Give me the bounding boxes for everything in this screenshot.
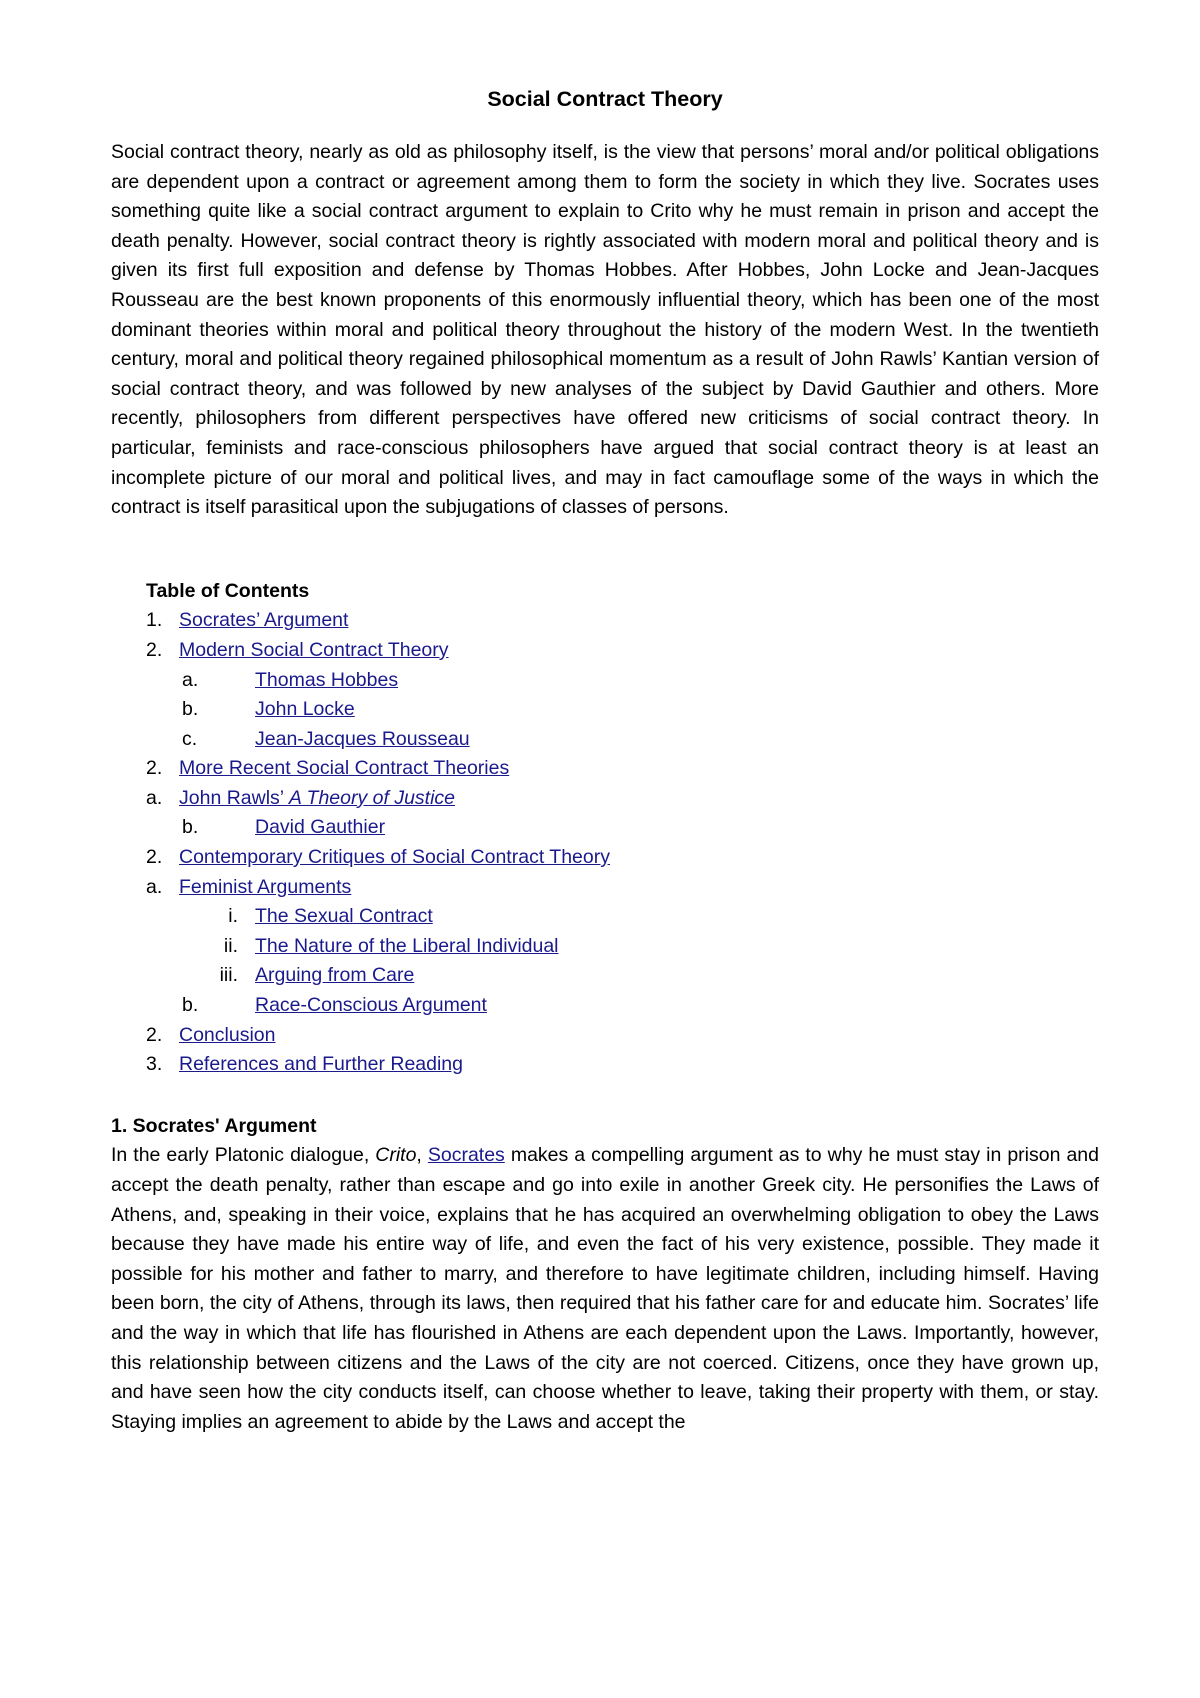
toc-item-link[interactable]	[179, 1050, 463, 1080]
toc-item	[146, 695, 1099, 725]
table-of-contents	[111, 577, 1099, 1080]
toc-item-link[interactable]	[255, 932, 559, 962]
toc-heading: Table of Contents	[146, 579, 310, 602]
toc-item-link[interactable]	[179, 636, 449, 666]
toc-item-label: The Sexual Contract	[255, 905, 433, 928]
toc-item-marker: b.	[182, 816, 199, 839]
toc-item-label: Socrates’ Argument	[179, 609, 349, 632]
toc-item	[146, 991, 1099, 1021]
toc-item-link[interactable]	[255, 961, 414, 991]
toc-item	[146, 784, 1099, 814]
toc-item	[146, 843, 1099, 873]
toc-item-marker: iii.	[219, 964, 238, 987]
toc-item-marker: a.	[146, 786, 163, 809]
toc-item-label: More Recent Social Contract Theories	[179, 757, 510, 780]
toc-item-marker: 2.	[146, 846, 163, 869]
toc-item-label: Modern Social Contract Theory	[179, 638, 449, 661]
toc-item	[146, 961, 1099, 991]
crito-title: Crito	[375, 1144, 417, 1167]
document-page	[111, 84, 1099, 1437]
toc-item	[146, 1021, 1099, 1051]
toc-item-label: Race-Conscious Argument	[255, 994, 487, 1017]
toc-item-label: John Rawls’	[179, 786, 289, 809]
toc-item-link[interactable]	[255, 666, 398, 696]
document-title: Social Contract Theory	[487, 87, 723, 111]
toc-item	[146, 813, 1099, 843]
toc-item-label: References and Further Reading	[179, 1053, 463, 1076]
section-comma: ,	[416, 1144, 428, 1167]
toc-item	[146, 932, 1099, 962]
toc-item	[146, 725, 1099, 755]
toc-item	[146, 606, 1099, 636]
toc-list	[146, 606, 1099, 1080]
toc-item-label: Arguing from Care	[255, 964, 415, 987]
toc-item-label: Feminist Arguments	[179, 875, 352, 898]
section-socrates-argument	[111, 1112, 1099, 1438]
toc-item-label: John Locke	[255, 698, 355, 721]
toc-item	[146, 1050, 1099, 1080]
toc-item-marker: b.	[182, 698, 199, 721]
toc-item-marker: b.	[182, 994, 199, 1017]
toc-item-link[interactable]	[255, 991, 487, 1021]
toc-item-link[interactable]	[255, 725, 470, 755]
toc-item-label: David Gauthier	[255, 816, 386, 839]
section-heading: 1. Socrates' Argument	[111, 1114, 317, 1137]
toc-item-label: Jean-Jacques Rousseau	[255, 727, 470, 750]
section-body	[111, 1141, 1099, 1437]
toc-item-label: Thomas Hobbes	[255, 668, 399, 691]
toc-item	[146, 873, 1099, 903]
toc-item-link[interactable]	[179, 606, 348, 636]
toc-item	[146, 636, 1099, 666]
toc-item-link[interactable]	[255, 902, 433, 932]
toc-item-label: The Nature of the Liberal Individual	[255, 934, 559, 957]
toc-item-link[interactable]	[255, 813, 385, 843]
toc-item-label: Conclusion	[179, 1023, 276, 1046]
socrates-link[interactable]: Socrates	[427, 1144, 505, 1167]
toc-item-label-italic: A Theory of Justice	[288, 786, 456, 809]
toc-item-label: Contemporary Critiques of Social Contract Theory	[179, 846, 610, 869]
toc-item-link[interactable]	[179, 843, 610, 873]
toc-item	[146, 902, 1099, 932]
toc-item-link[interactable]	[179, 1021, 275, 1051]
toc-item-marker: i.	[228, 905, 238, 928]
intro-paragraph: Social contract theory, nearly as old as philosophy itself, is the view that persons’ moral and/or political obligations are dependent upon a contract or agreement among them to form the society in which they live. Socrates uses something quite like a social contract argument to explain to Crito why he must remain in prison and accept the death penalty. However, social contract theory is rightly associated with modern moral and political theory and is given its first full exposition and defense by Thomas Hobbes. After Hobbes, John Locke and Jean-Jacques Rousseau are the best known proponents of this enormously influential theory, which has been one of the most dominant theories within moral and political theory throughout the history of the modern West. In the twentieth century, moral and political theory regained philosophical momentum as a result of John Rawls’ Kantian version of social contract theory, and was followed by new analyses of the subject by David Gauthier and others. More recently, philosophers from different perspectives have offered new criticisms of social contract theory. In particular, feminists and race-conscious philosophers have argued that social contract theory is at least an incomplete picture of our moral and political lives, and may in fact camouflage some of the ways in which the contract is itself parasitical upon the subjugations of classes of persons.	[111, 141, 1099, 519]
toc-item-marker: 2.	[146, 638, 163, 661]
toc-item	[146, 754, 1099, 784]
toc-item-marker: 1.	[146, 609, 163, 632]
toc-item-link[interactable]	[179, 754, 509, 784]
section-text-start: In the early Platonic dialogue,	[111, 1144, 376, 1167]
toc-item-marker: 3.	[146, 1053, 163, 1076]
toc-item	[146, 666, 1099, 696]
section-text-rest: makes a compelling argument as to why he must stay in prison and accept the death penalty, rather than escape and go into exile in another Greek city. He personifies the Laws of Athens, and, speaking in their voice, explains that he has acquired an overwhelming obligation to obey the Laws because they have made his entire way of life, and even the fact of his very existence, possible. They made it possible for his mother and father to marry, and therefore to have legitimate children, including himself. Having been born, the city of Athens, through its laws, then required that his father care for and educate him. Socrates’ life and the way in which that life has flourished in Athens are each dependent upon the Laws. Importantly, however, this relationship between citizens and the Laws of the city are not coerced. Citizens, once they have grown up, and have seen how the city conducts itself, can choose whether to leave, taking their property with them, or stay. Staying implies an agreement to abide by the Laws and accept the	[111, 1144, 1099, 1433]
toc-item-marker: a.	[146, 875, 163, 898]
toc-item-marker: a.	[182, 668, 199, 691]
toc-item-link[interactable]	[179, 873, 351, 903]
toc-item-link[interactable]	[255, 695, 355, 725]
toc-item-marker: 2.	[146, 1023, 163, 1046]
toc-item-marker: 2.	[146, 757, 163, 780]
toc-item-marker: ii.	[223, 934, 238, 957]
toc-item-link[interactable]	[179, 784, 455, 814]
toc-item-marker: c.	[182, 727, 198, 750]
